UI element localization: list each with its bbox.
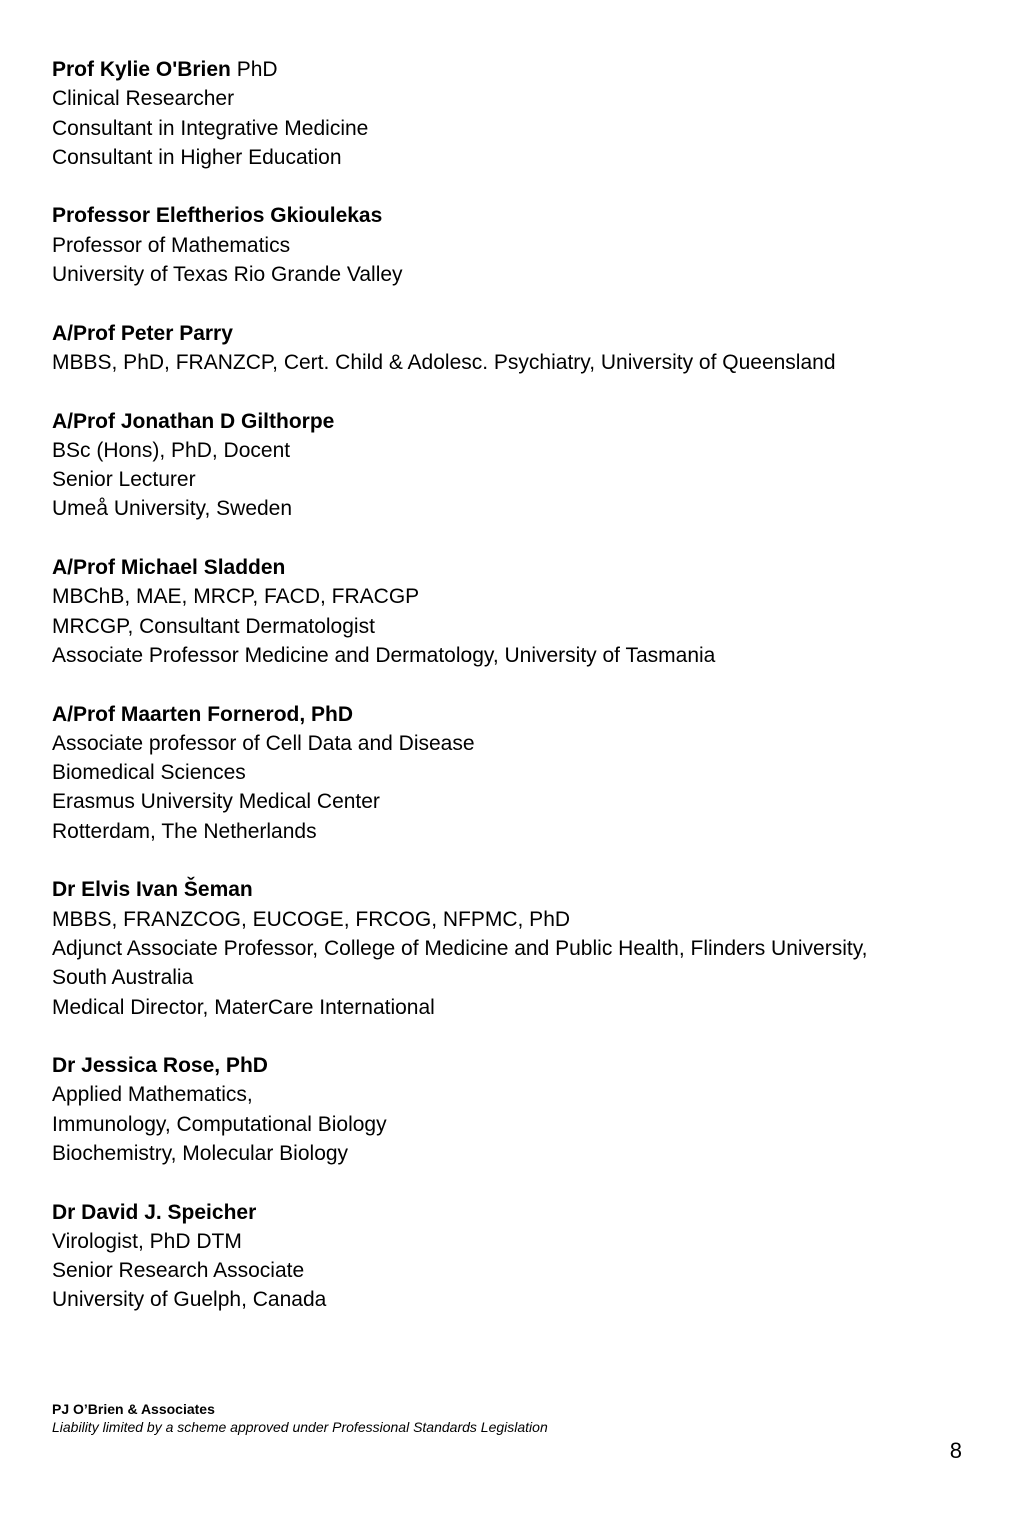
signatory-detail: Consultant in Integrative Medicine xyxy=(52,116,369,140)
signatory-detail: Applied Mathematics, xyxy=(52,1083,253,1107)
signatory-detail: South Australia xyxy=(52,966,194,990)
footer-firm-name: PJ O’Brien & Associates xyxy=(52,1401,215,1417)
signatory-name-suffix: PhD xyxy=(230,58,278,81)
signatory-detail: Medical Director, MaterCare International xyxy=(52,995,435,1019)
signatory-entry xyxy=(52,875,992,1021)
signatory-detail: University of Texas Rio Grande Valley xyxy=(52,263,403,287)
signatory-entry xyxy=(52,201,992,289)
signatory-name: Dr Elvis Ivan Šeman xyxy=(52,878,253,902)
signatory-detail: Biochemistry, Molecular Biology xyxy=(52,1141,349,1165)
signatory-entry xyxy=(52,407,992,524)
signatory-entry xyxy=(52,700,992,846)
signatory-detail: MBBS, PhD, FRANZCP, Cert. Child & Adolesc. Psychiatry, University of Queensland xyxy=(52,350,836,374)
signatory-entry xyxy=(52,1198,992,1315)
signatory-entry xyxy=(52,55,992,172)
signatory-detail: MRCGP, Consultant Dermatologist xyxy=(52,614,375,638)
page-footer xyxy=(52,1400,548,1436)
signatory-detail: MBChB, MAE, MRCP, FACD, FRACGP xyxy=(52,585,420,609)
signatory-name: Dr David J. Speicher xyxy=(52,1200,257,1224)
signatory-entry xyxy=(52,553,992,670)
page-number: 8 xyxy=(949,1438,962,1463)
signatory-detail: Umeå University, Sweden xyxy=(52,497,293,521)
signatory-entry xyxy=(52,319,992,378)
signatory-list xyxy=(52,55,992,1344)
signatory-detail: Associate Professor Medicine and Dermatology, University of Tasmania xyxy=(52,643,716,667)
signatory-detail: Associate professor of Cell Data and Disease xyxy=(52,731,475,755)
signatory-detail: Biomedical Sciences xyxy=(52,761,246,785)
signatory-detail: Consultant in Higher Education xyxy=(52,145,342,169)
signatory-name: Prof Kylie O'Brien xyxy=(52,58,231,81)
signatory-name: Dr Jessica Rose, PhD xyxy=(52,1054,268,1078)
signatory-detail: Immunology, Computational Biology xyxy=(52,1112,387,1136)
signatory-name: A/Prof Michael Sladden xyxy=(52,556,286,580)
signatory-detail: Professor of Mathematics xyxy=(52,233,291,257)
signatory-name: A/Prof Jonathan D Gilthorpe xyxy=(52,409,335,433)
signatory-name: A/Prof Peter Parry xyxy=(52,321,233,345)
signatory-detail: Senior Research Associate xyxy=(52,1259,305,1283)
signatory-detail: MBBS, FRANZCOG, EUCOGE, FRCOG, NFPMC, PhD xyxy=(52,907,571,931)
signatory-detail: BSc (Hons), PhD, Docent xyxy=(52,438,291,462)
signatory-name: A/Prof Maarten Fornerod, PhD xyxy=(52,702,354,726)
signatory-name: Professor Eleftherios Gkioulekas xyxy=(52,204,383,228)
signatory-detail: Adjunct Associate Professor, College of Medicine and Public Health, Flinders University, xyxy=(52,936,868,960)
signatory-entry xyxy=(52,1051,992,1168)
signatory-detail: Clinical Researcher xyxy=(52,87,235,111)
signatory-detail: Senior Lecturer xyxy=(52,468,196,492)
signatory-detail: University of Guelph, Canada xyxy=(52,1288,327,1312)
signatory-detail: Virologist, PhD DTM xyxy=(52,1229,242,1253)
signatory-detail: Rotterdam, The Netherlands xyxy=(52,819,317,843)
footer-disclaimer: Liability limited by a scheme approved under Professional Standards Legislation xyxy=(52,1419,548,1435)
signatory-detail: Erasmus University Medical Center xyxy=(52,790,380,814)
